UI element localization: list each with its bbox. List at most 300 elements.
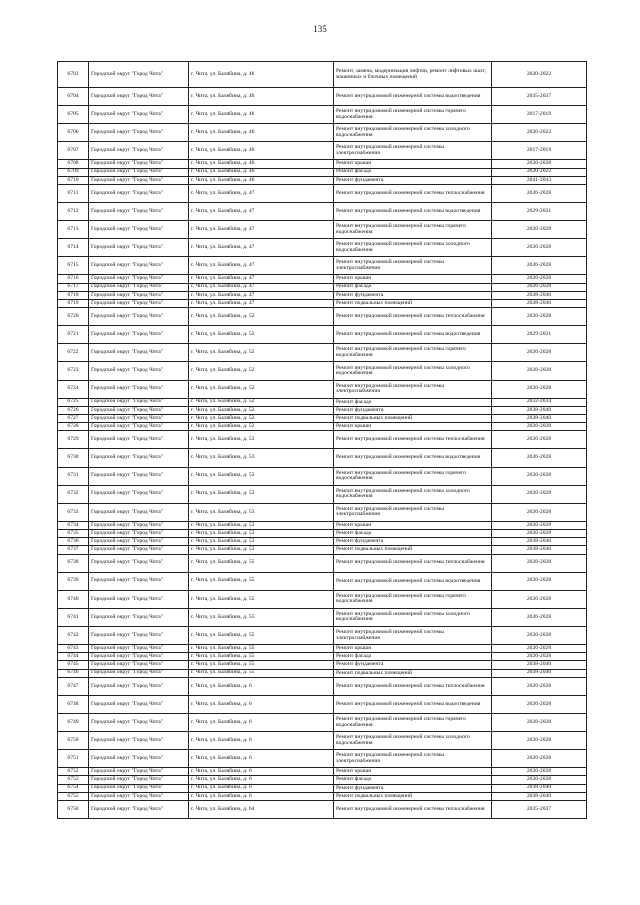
municipality-cell: Городской округ "Город Чита" — [89, 449, 189, 467]
work-type-cell: Ремонт внутридомовой инженерной системы холодного водоснабжения — [334, 239, 492, 257]
municipality-cell: Городской округ "Город Чита" — [89, 299, 189, 307]
work-type-cell: Ремонт внутридомовой инженерной системы электроснабжения — [334, 626, 492, 644]
table-row — [58, 784, 587, 792]
address-cell: г. Чита, ул. Балябина, д. 52 — [189, 308, 334, 326]
work-type-cell: Ремонт внутридомовой инженерной системы горячего водоснабжения — [334, 467, 492, 485]
period-cell: 2020-2022 — [492, 124, 587, 142]
period-cell: 2017-2019 — [492, 142, 587, 160]
address-cell: г. Чита, ул. Балябина, д. 46 — [189, 124, 334, 142]
period-cell: 2026-2028 — [492, 308, 587, 326]
work-type-cell: Ремонт внутридомовой инженерной системы водоотведения — [334, 203, 492, 221]
table-row — [58, 415, 587, 423]
table-row — [58, 239, 587, 257]
row-number-cell: 6732 — [58, 485, 89, 503]
table-row — [58, 291, 587, 299]
address-cell: г. Чита, ул. Балябина, д. 53 — [189, 503, 334, 521]
work-type-cell: Ремонт внутридомовой инженерной системы электроснабжения — [334, 257, 492, 275]
row-number-cell: 6709 — [58, 168, 89, 176]
period-cell: 2038-2040 — [492, 546, 587, 554]
period-cell: 2026-2028 — [492, 750, 587, 768]
row-number-cell: 6726 — [58, 406, 89, 414]
address-cell: г. Чита, ул. Балябина, д. 55 — [189, 669, 334, 677]
row-number-cell: 6708 — [58, 160, 89, 168]
address-cell: г. Чита, ул. Балябина, д. 52 — [189, 380, 334, 398]
table-row — [58, 626, 587, 644]
period-cell: 2026-2028 — [492, 572, 587, 590]
municipality-cell: Городской округ "Город Чита" — [89, 661, 189, 669]
period-cell: 2038-2040 — [492, 299, 587, 307]
table-row — [58, 661, 587, 669]
municipality-cell: Городской округ "Город Чита" — [89, 88, 189, 106]
row-number-cell: 6715 — [58, 257, 89, 275]
work-type-cell: Ремонт крыши — [334, 521, 492, 529]
table-row — [58, 732, 587, 750]
row-number-cell: 6733 — [58, 503, 89, 521]
work-type-cell: Ремонт внутридомовой инженерной системы холодного водоснабжения — [334, 124, 492, 142]
address-cell: г. Чита, ул. Балябина, д. 55 — [189, 554, 334, 572]
address-cell: г. Чита, ул. Балябина, д. 46 — [189, 160, 334, 168]
address-cell: г. Чита, ул. Балябина, д. 53 — [189, 467, 334, 485]
address-cell: г. Чита, ул. Балябина, д. 6 — [189, 792, 334, 800]
row-number-cell: 6752 — [58, 768, 89, 776]
row-number-cell: 6723 — [58, 362, 89, 380]
work-type-cell: Ремонт внутридомовой инженерной системы электроснабжения — [334, 503, 492, 521]
work-type-cell: Ремонт фундамента — [334, 784, 492, 792]
row-number-cell: 6710 — [58, 176, 89, 184]
address-cell: г. Чита, ул. Балябина, д. 55 — [189, 626, 334, 644]
municipality-cell: Городской округ "Город Чита" — [89, 431, 189, 449]
municipality-cell: Городской округ "Город Чита" — [89, 530, 189, 538]
period-cell: 2038-2040 — [492, 784, 587, 792]
table-row — [58, 546, 587, 554]
address-cell: г. Чита, ул. Балябина, д. 47 — [189, 275, 334, 283]
address-cell: г. Чита, ул. Балябина, д. 52 — [189, 326, 334, 344]
row-number-cell: 6706 — [58, 124, 89, 142]
table-row — [58, 714, 587, 732]
row-number-cell: 6755 — [58, 792, 89, 800]
row-number-cell: 6720 — [58, 308, 89, 326]
work-type-cell: Ремонт внутридомовой инженерной системы горячего водоснабжения — [334, 714, 492, 732]
table-row — [58, 801, 587, 819]
address-cell: г. Чита, ул. Балябина, д. 52 — [189, 423, 334, 431]
address-cell: г. Чита, ул. Балябина, д. 53 — [189, 546, 334, 554]
period-cell: 2032-2034 — [492, 398, 587, 406]
work-type-cell: Ремонт внутридомовой инженерной системы водоотведения — [334, 326, 492, 344]
period-cell: 2029-2031 — [492, 326, 587, 344]
period-cell: 2026-2028 — [492, 503, 587, 521]
work-type-cell: Ремонт подвальных помещений — [334, 792, 492, 800]
table-row — [58, 750, 587, 768]
address-cell: г. Чита, ул. Балябина, д. 47 — [189, 257, 334, 275]
municipality-cell: Городской округ "Город Чита" — [89, 203, 189, 221]
work-type-cell: Ремонт крыши — [334, 275, 492, 283]
municipality-cell: Городской округ "Город Чита" — [89, 106, 189, 124]
row-number-cell: 6716 — [58, 275, 89, 283]
row-number-cell: 6731 — [58, 467, 89, 485]
address-cell: г. Чита, ул. Балябина, д. 47 — [189, 283, 334, 291]
period-cell: 2026-2028 — [492, 695, 587, 713]
period-cell: 2026-2028 — [492, 776, 587, 784]
period-cell: 2041-2043 — [492, 176, 587, 184]
table-row — [58, 203, 587, 221]
municipality-cell: Городской округ "Город Чита" — [89, 326, 189, 344]
address-cell: г. Чита, ул. Балябина, д. 6 — [189, 714, 334, 732]
row-number-cell: 6746 — [58, 669, 89, 677]
municipality-cell: Городской округ "Город Чита" — [89, 308, 189, 326]
period-cell: 2026-2028 — [492, 521, 587, 529]
period-cell: 2026-2028 — [492, 653, 587, 661]
work-type-cell: Ремонт внутридомовой инженерной системы теплоснабжения — [334, 308, 492, 326]
address-cell: г. Чита, ул. Балябина, д. 52 — [189, 415, 334, 423]
table-row — [58, 485, 587, 503]
municipality-cell: Городской округ "Город Чита" — [89, 554, 189, 572]
municipality-cell: Городской округ "Город Чита" — [89, 380, 189, 398]
municipality-cell: Городской округ "Город Чита" — [89, 168, 189, 176]
row-number-cell: 6713 — [58, 221, 89, 239]
address-cell: г. Чита, ул. Балябина, д. 55 — [189, 572, 334, 590]
table-row — [58, 160, 587, 168]
table-row — [58, 467, 587, 485]
period-cell: 2026-2028 — [492, 344, 587, 362]
work-type-cell: Ремонт фасада — [334, 653, 492, 661]
work-type-cell: Ремонт внутридомовой инженерной системы водоотведения — [334, 88, 492, 106]
table-row — [58, 792, 587, 800]
table-row — [58, 431, 587, 449]
address-cell: г. Чита, ул. Балябина, д. 46 — [189, 168, 334, 176]
address-cell: г. Чита, ул. Балябина, д. 52 — [189, 362, 334, 380]
period-cell: 2026-2028 — [492, 423, 587, 431]
period-cell: 2026-2028 — [492, 283, 587, 291]
work-type-cell: Ремонт крыши — [334, 160, 492, 168]
address-cell: г. Чита, ул. Балябина, д. 46 — [189, 106, 334, 124]
period-cell: 2038-2040 — [492, 291, 587, 299]
address-cell: г. Чита, ул. Балябина, д. 47 — [189, 203, 334, 221]
work-type-cell: Ремонт внутридомовой инженерной системы холодного водоснабжения — [334, 608, 492, 626]
row-number-cell: 6714 — [58, 239, 89, 257]
row-number-cell: 6740 — [58, 590, 89, 608]
address-cell: г. Чита, ул. Балябина, д. 46 — [189, 88, 334, 106]
table-row — [58, 653, 587, 661]
page-number: 135 — [313, 24, 327, 34]
work-type-cell: Ремонт внутридомовой инженерной системы горячего водоснабжения — [334, 344, 492, 362]
work-type-cell: Ремонт внутридомовой инженерной системы электроснабжения — [334, 750, 492, 768]
row-number-cell: 6704 — [58, 88, 89, 106]
work-type-cell: Ремонт внутридомовой инженерной системы горячего водоснабжения — [334, 106, 492, 124]
municipality-cell: Городской округ "Город Чита" — [89, 362, 189, 380]
municipality-cell: Городской округ "Город Чита" — [89, 695, 189, 713]
municipality-cell: Городской округ "Город Чита" — [89, 801, 189, 819]
address-cell: г. Чита, ул. Балябина, д. 6 — [189, 768, 334, 776]
table-row — [58, 326, 587, 344]
row-number-cell: 6742 — [58, 626, 89, 644]
row-number-cell: 6750 — [58, 732, 89, 750]
row-number-cell: 6743 — [58, 645, 89, 653]
municipality-cell: Городской округ "Город Чита" — [89, 344, 189, 362]
table-row — [58, 677, 587, 695]
table-row — [58, 308, 587, 326]
period-cell: 2026-2028 — [492, 608, 587, 626]
address-cell: г. Чита, ул. Балябина, д. 53 — [189, 485, 334, 503]
row-number-cell: 6747 — [58, 677, 89, 695]
table-row — [58, 645, 587, 653]
period-cell: 2038-2040 — [492, 406, 587, 414]
municipality-cell: Городской округ "Город Чита" — [89, 677, 189, 695]
work-type-cell: Ремонт фундамента — [334, 406, 492, 414]
table-row — [58, 590, 587, 608]
table-row — [58, 142, 587, 160]
row-number-cell: 6722 — [58, 344, 89, 362]
municipality-cell: Городской округ "Город Чита" — [89, 590, 189, 608]
row-number-cell: 6717 — [58, 283, 89, 291]
work-type-cell: Ремонт фундамента — [334, 291, 492, 299]
period-cell: 2026-2028 — [492, 467, 587, 485]
table-row — [58, 184, 587, 202]
period-cell: 2026-2028 — [492, 362, 587, 380]
period-cell: 2026-2028 — [492, 257, 587, 275]
table-row — [58, 176, 587, 184]
work-type-cell: Ремонт внутридомовой инженерной системы водоотведения — [334, 572, 492, 590]
work-type-cell: Ремонт внутридомовой инженерной системы электроснабжения — [334, 380, 492, 398]
municipality-cell: Городской округ "Город Чита" — [89, 62, 189, 88]
table-row — [58, 554, 587, 572]
table-row — [58, 538, 587, 546]
work-type-cell: Ремонт внутридомовой инженерной системы горячего водоснабжения — [334, 221, 492, 239]
period-cell: 2026-2028 — [492, 485, 587, 503]
row-number-cell: 6707 — [58, 142, 89, 160]
row-number-cell: 6741 — [58, 608, 89, 626]
municipality-cell: Городской округ "Город Чита" — [89, 160, 189, 168]
address-cell: г. Чита, ул. Балябина, д. 46 — [189, 176, 334, 184]
row-number-cell: 6724 — [58, 380, 89, 398]
municipality-cell: Городской округ "Город Чита" — [89, 142, 189, 160]
municipality-cell: Городской округ "Город Чита" — [89, 406, 189, 414]
period-cell: 2026-2028 — [492, 431, 587, 449]
municipality-cell: Городской округ "Город Чита" — [89, 714, 189, 732]
municipality-cell: Городской округ "Город Чита" — [89, 398, 189, 406]
municipality-cell: Городской округ "Город Чита" — [89, 467, 189, 485]
municipality-cell: Городской округ "Город Чита" — [89, 124, 189, 142]
row-number-cell: 6737 — [58, 546, 89, 554]
address-cell: г. Чита, ул. Балябина, д. 55 — [189, 608, 334, 626]
address-cell: г. Чита, ул. Балябина, д. 46 — [189, 142, 334, 160]
period-cell: 2020-2022 — [492, 168, 587, 176]
address-cell: г. Чита, ул. Балябина, д. 6 — [189, 776, 334, 784]
municipality-cell: Городской округ "Город Чита" — [89, 485, 189, 503]
row-number-cell: 6729 — [58, 431, 89, 449]
municipality-cell: Городской округ "Город Чита" — [89, 784, 189, 792]
address-cell: г. Чита, ул. Балябина, д. 53 — [189, 431, 334, 449]
capital-repair-table — [57, 61, 587, 819]
municipality-cell: Городской округ "Город Чита" — [89, 776, 189, 784]
address-cell: г. Чита, ул. Балябина, д. 6 — [189, 732, 334, 750]
table-row — [58, 503, 587, 521]
table-row — [58, 776, 587, 784]
row-number-cell: 6734 — [58, 521, 89, 529]
municipality-cell: Городской округ "Город Чита" — [89, 645, 189, 653]
period-cell: 2038-2040 — [492, 415, 587, 423]
address-cell: г. Чита, ул. Балябина, д. 64 — [189, 801, 334, 819]
table-row — [58, 572, 587, 590]
work-type-cell: Ремонт крыши — [334, 768, 492, 776]
period-cell: 2026-2028 — [492, 221, 587, 239]
work-type-cell: Ремонт внутридомовой инженерной системы теплоснабжения — [334, 554, 492, 572]
row-number-cell: 6718 — [58, 291, 89, 299]
row-number-cell: 6739 — [58, 572, 89, 590]
work-type-cell: Ремонт подвальных помещений — [334, 299, 492, 307]
period-cell: 2026-2028 — [492, 380, 587, 398]
work-type-cell: Ремонт подвальных помещений — [334, 546, 492, 554]
work-type-cell: Ремонт внутридомовой инженерной системы теплоснабжения — [334, 431, 492, 449]
municipality-cell: Городской округ "Город Чита" — [89, 423, 189, 431]
address-cell: г. Чита, ул. Балябина, д. 52 — [189, 406, 334, 414]
municipality-cell: Городской округ "Город Чита" — [89, 221, 189, 239]
period-cell: 2038-2040 — [492, 792, 587, 800]
table-row — [58, 275, 587, 283]
address-cell: г. Чита, ул. Балябина, д. 52 — [189, 398, 334, 406]
municipality-cell: Городской округ "Город Чита" — [89, 415, 189, 423]
municipality-cell: Городской округ "Город Чита" — [89, 572, 189, 590]
period-cell: 2026-2028 — [492, 626, 587, 644]
row-number-cell: 6719 — [58, 299, 89, 307]
period-cell: 2026-2028 — [492, 732, 587, 750]
municipality-cell: Городской округ "Город Чита" — [89, 732, 189, 750]
work-type-cell: Ремонт внутридомовой инженерной системы электроснабжения — [334, 142, 492, 160]
work-type-cell: Ремонт внутридомовой инженерной системы водоотведения — [334, 449, 492, 467]
row-number-cell: 6745 — [58, 661, 89, 669]
period-cell: 2038-2040 — [492, 538, 587, 546]
period-cell: 2026-2028 — [492, 160, 587, 168]
municipality-cell: Городской округ "Город Чита" — [89, 750, 189, 768]
municipality-cell: Городской округ "Город Чита" — [89, 239, 189, 257]
table-row — [58, 257, 587, 275]
address-cell: г. Чита, ул. Балябина, д. 53 — [189, 449, 334, 467]
table-row — [58, 221, 587, 239]
table-row — [58, 168, 587, 176]
table-row — [58, 521, 587, 529]
period-cell: 2026-2028 — [492, 554, 587, 572]
table-row — [58, 380, 587, 398]
period-cell: 2026-2028 — [492, 590, 587, 608]
address-cell: г. Чита, ул. Балябина, д. 47 — [189, 299, 334, 307]
address-cell: г. Чита, ул. Балябина, д. 55 — [189, 653, 334, 661]
municipality-cell: Городской округ "Город Чита" — [89, 521, 189, 529]
work-type-cell: Ремонт фасада — [334, 530, 492, 538]
address-cell: г. Чита, ул. Балябина, д. 55 — [189, 661, 334, 669]
row-number-cell: 6744 — [58, 653, 89, 661]
work-type-cell: Ремонт внутридомовой инженерной системы холодного водоснабжения — [334, 732, 492, 750]
work-type-cell: Ремонт фасада — [334, 168, 492, 176]
municipality-cell: Городской округ "Город Чита" — [89, 503, 189, 521]
period-cell: 2026-2028 — [492, 275, 587, 283]
municipality-cell: Городской округ "Город Чита" — [89, 792, 189, 800]
work-type-cell: Ремонт внутридомовой инженерной системы теплоснабжения — [334, 801, 492, 819]
period-cell: 2017-2019 — [492, 106, 587, 124]
row-number-cell: 6749 — [58, 714, 89, 732]
table-row — [58, 362, 587, 380]
period-cell: 2026-2028 — [492, 239, 587, 257]
period-cell: 2035-2037 — [492, 88, 587, 106]
row-number-cell: 6748 — [58, 695, 89, 713]
table-row — [58, 768, 587, 776]
address-cell: г. Чита, ул. Балябина, д. 53 — [189, 538, 334, 546]
work-type-cell: Ремонт, замена, модернизация лифтов, ремонт лифтовых шахт, машинных и блочных помещений — [334, 62, 492, 88]
municipality-cell: Городской округ "Город Чита" — [89, 283, 189, 291]
municipality-cell: Городской округ "Город Чита" — [89, 275, 189, 283]
work-type-cell: Ремонт внутридомовой инженерной системы холодного водоснабжения — [334, 485, 492, 503]
municipality-cell: Городской округ "Город Чита" — [89, 669, 189, 677]
row-number-cell: 6756 — [58, 801, 89, 819]
row-number-cell: 6725 — [58, 398, 89, 406]
row-number-cell: 6728 — [58, 423, 89, 431]
row-number-cell: 6705 — [58, 106, 89, 124]
table-row — [58, 608, 587, 626]
address-cell: г. Чита, ул. Балябина, д. 47 — [189, 291, 334, 299]
table-row — [58, 406, 587, 414]
work-type-cell: Ремонт внутридомовой инженерной системы холодного водоснабжения — [334, 362, 492, 380]
address-cell: г. Чита, ул. Балябина, д. 55 — [189, 645, 334, 653]
table-row — [58, 669, 587, 677]
period-cell: 2020-2022 — [492, 62, 587, 88]
table-row — [58, 695, 587, 713]
address-cell: г. Чита, ул. Балябина, д. 53 — [189, 521, 334, 529]
row-number-cell: 6730 — [58, 449, 89, 467]
work-type-cell: Ремонт внутридомовой инженерной системы теплоснабжения — [334, 184, 492, 202]
address-cell: г. Чита, ул. Балябина, д. 47 — [189, 239, 334, 257]
address-cell: г. Чита, ул. Балябина, д. 6 — [189, 677, 334, 695]
municipality-cell: Городской округ "Город Чита" — [89, 768, 189, 776]
period-cell: 2038-2040 — [492, 669, 587, 677]
address-cell: г. Чита, ул. Балябина, д. 6 — [189, 784, 334, 792]
address-cell: г. Чита, ул. Балябина, д. 6 — [189, 695, 334, 713]
row-number-cell: 6735 — [58, 530, 89, 538]
municipality-cell: Городской округ "Город Чита" — [89, 626, 189, 644]
municipality-cell: Городской округ "Город Чита" — [89, 546, 189, 554]
work-type-cell: Ремонт фасада — [334, 283, 492, 291]
table-row — [58, 124, 587, 142]
municipality-cell: Городской округ "Город Чита" — [89, 184, 189, 202]
period-cell: 2026-2028 — [492, 645, 587, 653]
period-cell: 2029-2031 — [492, 203, 587, 221]
work-type-cell: Ремонт фундамента — [334, 176, 492, 184]
table-row — [58, 344, 587, 362]
table-row — [58, 449, 587, 467]
table-row — [58, 530, 587, 538]
work-type-cell: Ремонт внутридомовой инженерной системы горячего водоснабжения — [334, 590, 492, 608]
work-type-cell: Ремонт фундамента — [334, 538, 492, 546]
table-row — [58, 62, 587, 88]
work-type-cell: Ремонт внутридомовой инженерной системы водоотведения — [334, 695, 492, 713]
work-type-cell: Ремонт подвальных помещений — [334, 669, 492, 677]
work-type-cell: Ремонт подвальных помещений — [334, 415, 492, 423]
address-cell: г. Чита, ул. Балябина, д. 47 — [189, 184, 334, 202]
work-type-cell: Ремонт крыши — [334, 645, 492, 653]
period-cell: 2026-2028 — [492, 768, 587, 776]
table-body — [58, 62, 587, 819]
period-cell: 2026-2028 — [492, 449, 587, 467]
address-cell: г. Чита, ул. Балябина, д. 53 — [189, 530, 334, 538]
row-number-cell: 6751 — [58, 750, 89, 768]
period-cell: 2026-2028 — [492, 184, 587, 202]
period-cell: 2026-2028 — [492, 530, 587, 538]
municipality-cell: Городской округ "Город Чита" — [89, 538, 189, 546]
row-number-cell: 6738 — [58, 554, 89, 572]
municipality-cell: Городской округ "Город Чита" — [89, 608, 189, 626]
work-type-cell: Ремонт крыши — [334, 423, 492, 431]
row-number-cell: 6727 — [58, 415, 89, 423]
municipality-cell: Городской округ "Город Чита" — [89, 176, 189, 184]
period-cell: 2026-2028 — [492, 677, 587, 695]
table-row — [58, 106, 587, 124]
